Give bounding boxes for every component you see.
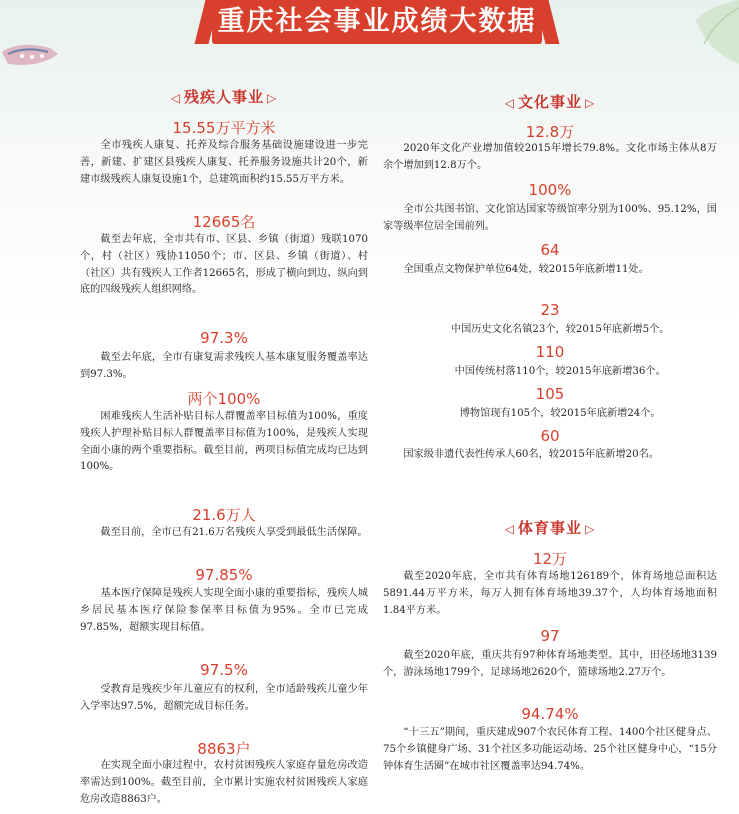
stat-text: 截至目前，全市已有21.6万名残疾人享受到最低生活保障。 — [100, 527, 368, 538]
stat-text: 中国传统村落110个，较2015年底新增36个。 — [454, 366, 666, 377]
stat-text: 中国历史文化名镇23个，较2015年底新增5个。 — [450, 324, 670, 335]
stat-text: 截至2020年底，重庆共有97种体育场地类型。其中，田径场地3139个，游泳场地1799个，足球场地2620个，篮球场地2.27万个。 — [383, 650, 717, 678]
stat-number: 15.55万平方米 — [172, 119, 276, 137]
stat-number: 两个100% — [187, 390, 261, 408]
stat-number: 97.85% — [195, 566, 253, 584]
stat-number: 100% — [528, 181, 572, 199]
page-title-banner — [212, 0, 542, 44]
stat-text: 博物馆现有105个，较2015年底新增24个。 — [459, 408, 661, 419]
stat-text: 困难残疾人生活补贴目标人群覆盖率目标值为100%，重度残疾人护理补贴目标人群覆盖率目标值为100%，是残疾人实现全面小康的两个重要指标。截至目前，两项目标值完成均已达到100%。 — [80, 411, 368, 473]
sports-section-title: ◁ 体育事业 ▷ — [504, 519, 596, 537]
stat-text: 在实现全面小康过程中，农村贫困残疾人家庭存量危房改造率需达到100%。截至目前，全市累计实施农村贫困残疾人家庭危房改造8863户。 — [80, 760, 368, 805]
stat-number: 97.3% — [200, 329, 248, 347]
culture-section-title: ◁ 文化事业 ▷ — [504, 93, 596, 111]
stat-text: 截至去年底，全市有康复需求残疾人基本康复服务覆盖率达到97.3%。 — [80, 352, 368, 380]
decorative-leaf-icon — [676, 0, 739, 64]
stat-number: 97 — [540, 627, 560, 645]
stat-text: 截至2020年底，全市共有体育场地126189个，体育场地总面积达5891.44万平方米，每万人拥有体育场地39.37个，人均体育场地面积1.84平方米。 — [383, 571, 717, 616]
stat-text: 基本医疗保障是残疾人实现全面小康的重要指标，残疾人城乡居民基本医疗保险参保率目标值为95%。全市已完成97.85%，超额实现目标值。 — [80, 588, 368, 633]
stat-number: 8863户 — [197, 740, 251, 758]
stat-text: “十三五”期间，重庆建成907个农民体育工程、1400个社区健身点、75个乡镇健身广场、31个社区多功能运动场、25个社区健身中心，“15分钟体育生活圈”在城市社区覆盖率达94.74%。 — [383, 727, 717, 772]
stat-number: 105 — [535, 385, 565, 403]
stat-number: 21.6万人 — [192, 506, 256, 524]
disabled-section-title: ◁ 残疾人事业 ▷ — [170, 88, 278, 106]
stat-text: 全市残疾人康复、托养及综合服务基础设施建设进一步完善，新建、扩建区县残疾人康复、托养服务设施共计20个，新建市级残疾人康复设施1个，总建筑面积约15.55万平方米。 — [80, 140, 368, 185]
stat-number: 97.5% — [200, 661, 248, 679]
stat-text: 2020年文化产业增加值较2015年增长79.8%。文化市场主体从8万余个增加到12.8万个。 — [383, 143, 717, 171]
stat-text: 全市公共图书馆、文化馆达国家等级馆率分别为100%、95.12%，国家等级率位居全国前列。 — [383, 204, 717, 232]
stat-number: 23 — [540, 301, 560, 319]
decorative-boat-icon — [0, 38, 60, 72]
stat-number: 94.74% — [521, 705, 579, 723]
stat-text: 全国重点文物保护单位64处，较2015年底新增11处。 — [403, 264, 649, 275]
stat-number: 110 — [535, 343, 565, 361]
page-title: 重庆社会事业成绩大数据 — [217, 6, 537, 37]
stat-number: 60 — [540, 427, 560, 445]
stat-number: 12665名 — [192, 213, 256, 231]
stat-number: 12万 — [532, 550, 568, 568]
stat-text: 截至去年底，全市共有市、区县、乡镇（街道）残联1070个，村（社区）残协11050个；市、区县、乡镇（街道）、村（社区）共有残疾人工作者12665名，形成了横向到边、纵向到底的四级残疾人组织网络。 — [80, 234, 368, 296]
stat-text: 国家级非遗代表性传承人60名，较2015年底新增20名。 — [403, 449, 659, 460]
stat-text: 受教育是残疾少年儿童应有的权利，全市适龄残疾儿童少年入学率达97.5%，超额完成目标任务。 — [80, 684, 368, 712]
stat-number: 12.8万 — [525, 123, 575, 141]
stat-number: 64 — [540, 241, 560, 259]
